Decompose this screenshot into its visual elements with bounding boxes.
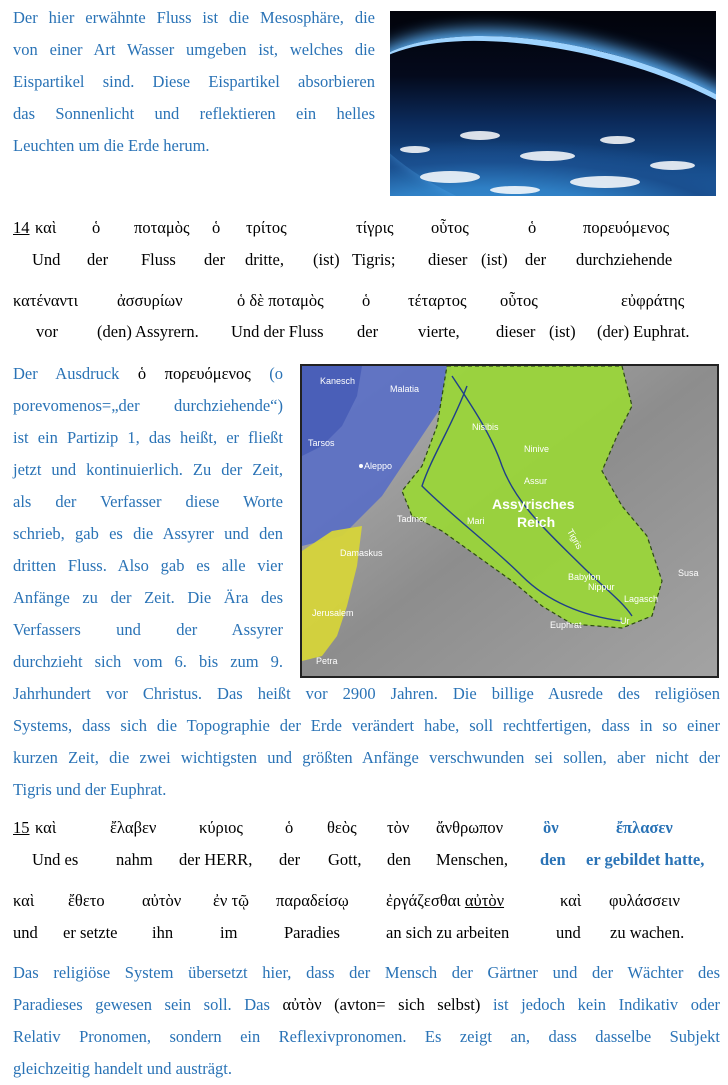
german-word: (ist): [481, 250, 508, 269]
verse-number: 15: [13, 818, 30, 837]
greek-word: οὗτος: [431, 218, 469, 237]
map-label: Nisibis: [472, 422, 499, 432]
intro-line: das Sonnenlicht und reflektieren ein helles: [13, 104, 375, 123]
greek-word: ἐργάζεσθαι αὐτὸν: [386, 891, 505, 910]
greek-word: ὁ: [528, 218, 537, 237]
map-label: Tigris: [565, 527, 585, 551]
greek-word: ὃν: [543, 818, 559, 837]
closing-line: Relativ Pronomen, sondern ein Reflexivpronomen. Es zeigt an, dass dasselbe Subjekt: [13, 1027, 720, 1046]
german-word: der: [204, 250, 226, 269]
greek-word: τρίτος: [246, 218, 287, 237]
german-word: der HERR,: [179, 850, 253, 869]
greek-word: τέταρτος: [408, 291, 467, 310]
greek-word: φυλάσσειν: [609, 891, 680, 910]
german-word: der: [279, 850, 301, 869]
explanation-line: schrieb, gab es die Assyrer und den: [13, 524, 283, 543]
german-word: zu wachen.: [610, 923, 685, 942]
german-word: ihn: [152, 923, 174, 942]
german-word: vierte,: [418, 322, 460, 341]
greek-word: ἔθετο: [68, 891, 105, 910]
german-word: (ist): [313, 250, 340, 269]
greek-word: ἄνθρωπον: [436, 818, 504, 837]
verse14-row1-german: [0, 250, 728, 274]
greek-word: κύριος: [199, 818, 243, 837]
map-label: Ninive: [524, 444, 550, 454]
greek-word: καὶ: [35, 818, 57, 837]
german-word: Gott,: [328, 850, 362, 869]
greek-word: ἐν τῷ: [213, 891, 250, 910]
german-word: (der) Euphrat.: [597, 322, 690, 341]
verse15-row2-greek: [0, 891, 728, 915]
map-label: Babylon: [568, 572, 601, 582]
german-word: im: [220, 923, 238, 942]
greek-word: ὁ: [92, 218, 101, 237]
greek-word: οὗτος: [500, 291, 538, 310]
german-word: Tigris;: [352, 250, 396, 269]
german-word: Und der Fluss: [231, 322, 324, 341]
german-word: an sich zu arbeiten: [386, 923, 510, 942]
greek-word: θεὸς: [327, 818, 357, 837]
greek-word: ἔλαβεν: [110, 818, 157, 837]
map-label: Ur: [620, 616, 630, 626]
verse15-row2-german: [0, 923, 728, 947]
assyrian-empire-map: [300, 364, 719, 678]
explanation-line: kurzen Zeit, die zwei wichtigsten und größten Anfänge verschwunden sei sollen, aber nicht der: [13, 748, 720, 767]
map-label: Lagasch: [624, 594, 659, 604]
explanation-line: Anfänge zu der Zeit. Die Ära des: [13, 588, 283, 607]
verse-number: 14: [13, 218, 30, 237]
greek-word: ὁ: [285, 818, 294, 837]
german-word: (ist): [549, 322, 576, 341]
german-word: dritte,: [245, 250, 284, 269]
map-terrain: [302, 366, 717, 676]
explanation-paragraph-full: [13, 678, 720, 806]
explanation-line: als der Verfasser diese Worte: [13, 492, 283, 511]
greek-word: καὶ: [35, 218, 57, 237]
closing-line: gleichzeitig handelt und austrägt.: [13, 1059, 233, 1078]
greek-word: παραδείσῳ: [276, 891, 349, 910]
greek-word: ποταμὸς: [134, 218, 190, 237]
greek-word: αὐτὸν: [142, 891, 182, 910]
map-label: Tadmor: [397, 514, 428, 524]
map-label: Assur: [524, 476, 548, 486]
german-word: er setzte: [63, 923, 118, 942]
verse15-row1-greek: [0, 818, 728, 842]
german-word: Paradies: [284, 923, 340, 942]
greek-word: ὁ: [212, 218, 221, 237]
german-word: durchziehende: [576, 250, 673, 269]
german-word: und: [13, 923, 38, 942]
closing-line: Das religiöse System übersetzt hier, dass der Mensch der Gärtner und der Wächter des: [13, 963, 720, 982]
intro-line: von einer Art Wasser umgeben ist, welches die: [13, 40, 375, 59]
map-label: Nippur: [588, 582, 615, 592]
explanation-line: dritten Fluss. Also gab es alle vier: [13, 556, 283, 575]
greek-word: καὶ: [13, 891, 35, 910]
greek-word: πορευόμενος: [583, 218, 670, 237]
german-word: der: [357, 322, 379, 341]
greek-term: αὐτὸν: [282, 995, 322, 1014]
city-dot: [359, 464, 363, 468]
german-word: der: [87, 250, 109, 269]
german-word: Fluss: [141, 250, 176, 269]
greek-term: ὁ πορευόμενος: [137, 364, 251, 383]
explanation-line: porevomenos=„der durchziehende“): [13, 396, 283, 415]
map-label: Malatia: [390, 384, 420, 394]
greek-word: τὸν: [387, 818, 410, 837]
closing-paragraph: [13, 957, 720, 1085]
german-word: der: [525, 250, 547, 269]
map-label: Susa: [678, 568, 699, 578]
intro-line: Der hier erwähnte Fluss ist die Mesosphäre, die: [13, 8, 375, 27]
verse14-row1-greek: [0, 218, 728, 242]
map-label: Aleppo: [364, 461, 393, 471]
earth-atmosphere-image: [390, 11, 716, 196]
verse14-row2-german: [0, 322, 728, 346]
german-word: Und: [32, 250, 61, 269]
intro-line: Leuchten um die Erde herum.: [13, 136, 210, 155]
explanation-line: Verfassers und der Assyrer: [13, 620, 283, 639]
german-word: Und es: [32, 850, 79, 869]
greek-word: εὐφράτης: [621, 291, 685, 310]
explanation-line: Systems, dass sich die Topographie der Erde verändert habe, soll rechtfertigen, dass in so einer: [13, 716, 720, 735]
greek-word: ἔπλασεν: [616, 818, 673, 837]
map-title: Reich: [517, 514, 556, 530]
map-label: Kanesch: [320, 376, 356, 386]
intro-paragraph: [13, 2, 375, 162]
map-label: Mari: [467, 516, 485, 526]
explanation-line: jetzt und kontinuierlich. Zu der Zeit,: [13, 460, 283, 479]
greek-word: ἀσσυρίων: [117, 291, 183, 310]
german-word: den: [387, 850, 411, 869]
german-word: dieser: [428, 250, 468, 269]
explanation-paragraph: [13, 358, 283, 678]
closing-line: Paradieses gewesen sein soll. Das αὐτὸν (avton= sich selbst) ist jedoch kein Indikativ oder: [13, 995, 721, 1014]
greek-word: ὁ: [362, 291, 371, 310]
map-label: Tarsos: [308, 438, 335, 448]
map-title: Assyrisches: [492, 496, 575, 512]
greek-word: ὁ δὲ ποταμὸς: [237, 291, 324, 310]
german-word: den: [540, 850, 566, 869]
explanation-line: ist ein Partizip 1, das heißt, er fließt: [13, 428, 283, 447]
map-label: Damaskus: [340, 548, 383, 558]
explanation-line: durchzieht sich vom 6. bis zum 9.: [13, 652, 283, 671]
intro-line: Eispartikel sind. Diese Eispartikel absorbieren: [13, 72, 375, 91]
map-label: Petra: [316, 656, 338, 666]
greek-word: καὶ: [560, 891, 582, 910]
greek-word: κατέναντι: [13, 291, 79, 310]
german-word: vor: [36, 322, 58, 341]
map-label: Euphrat: [550, 620, 582, 630]
german-word: Menschen,: [436, 850, 508, 869]
verse14-row2-greek: [0, 291, 728, 315]
german-word: und: [556, 923, 581, 942]
greek-word: τίγρις: [356, 218, 394, 237]
map-label: Jerusalem: [312, 608, 354, 618]
verse15-row1-german: [0, 850, 728, 874]
explanation-line: Tigris und der Euphrat.: [13, 780, 167, 799]
explanation-line: Jahrhundert vor Christus. Das heißt vor 2900 Jahren. Die billige Ausrede des religiösen: [13, 684, 720, 703]
german-word: er gebildet hatte,: [586, 850, 705, 869]
german-word: dieser: [496, 322, 536, 341]
german-word: (den) Assyrern.: [97, 322, 199, 341]
german-word: nahm: [116, 850, 153, 869]
explanation-line: Der Ausdruck ὁ πορευόμενος (ο: [13, 364, 284, 383]
